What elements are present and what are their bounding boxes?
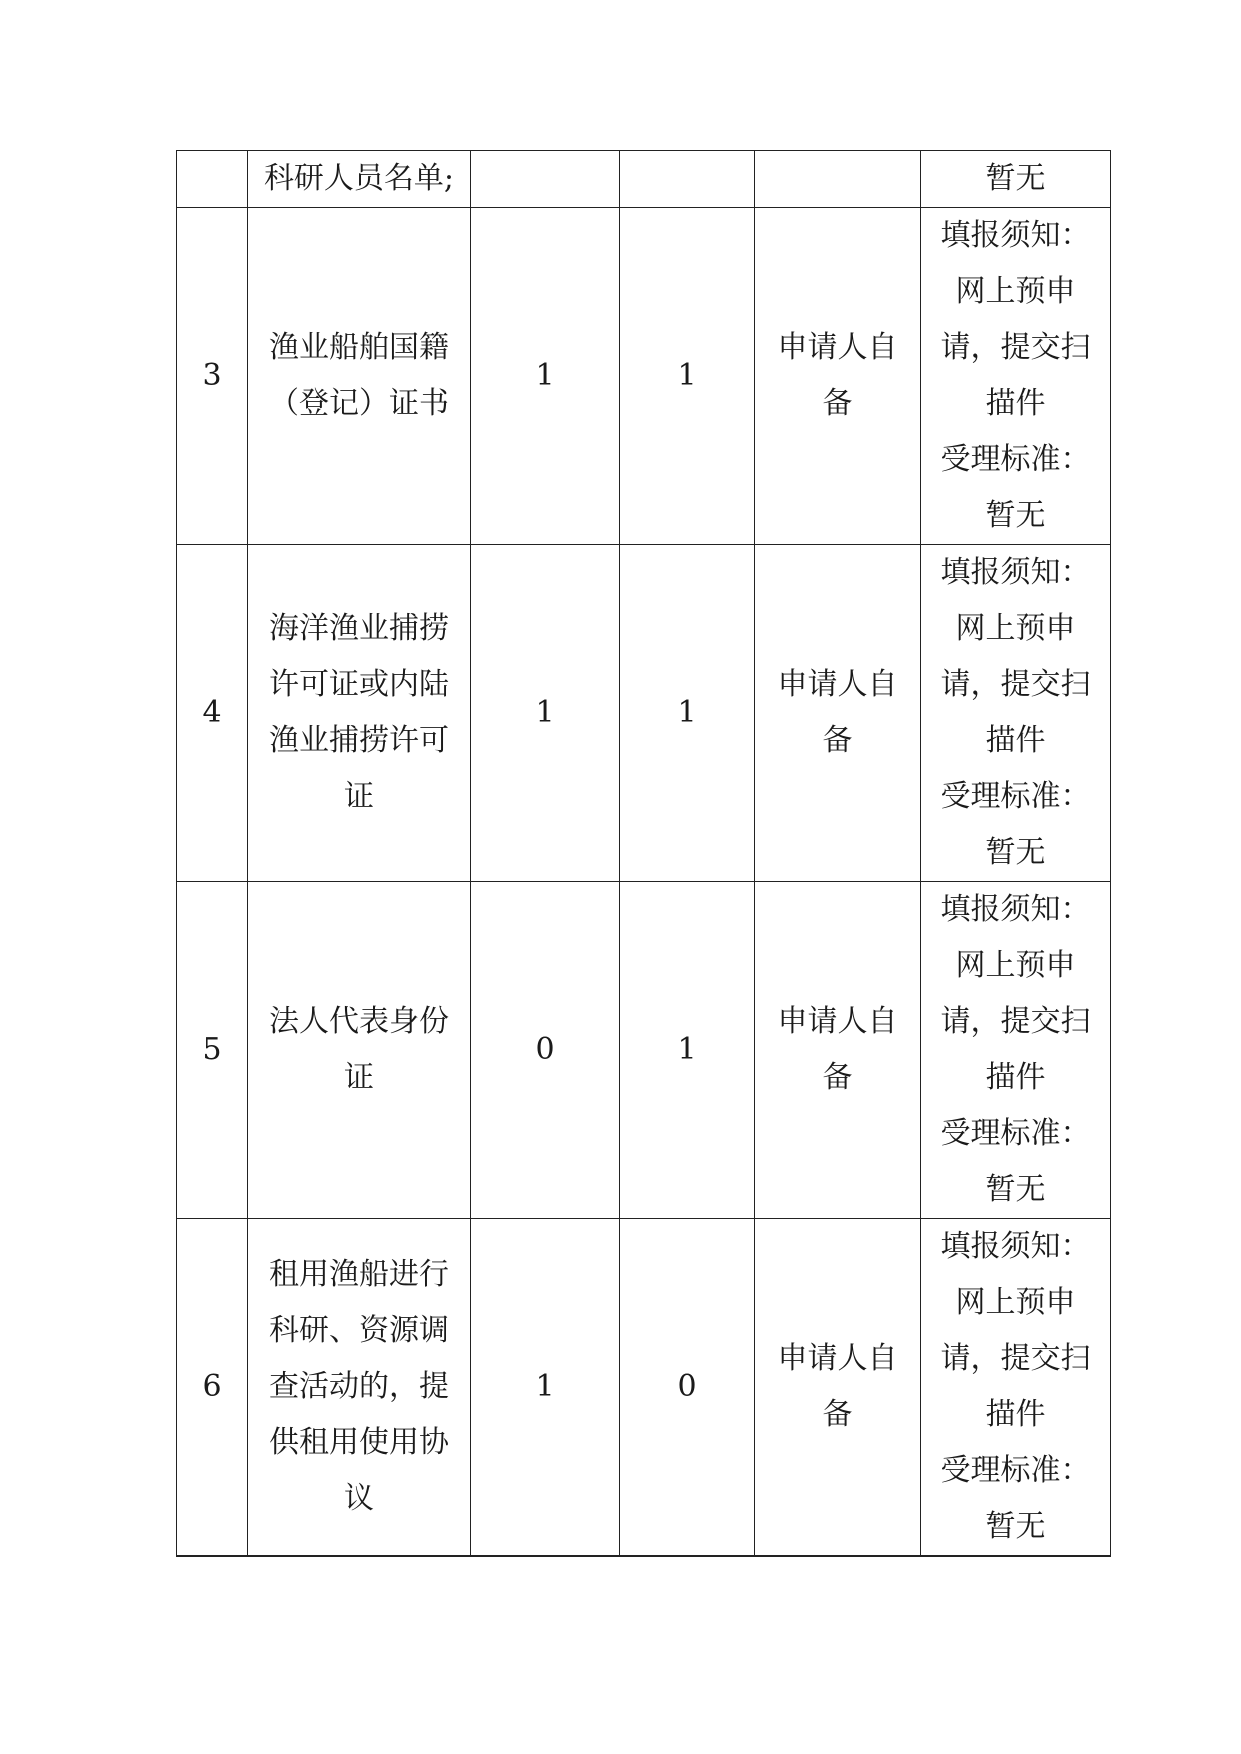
note-line: 请，提交扫 — [940, 330, 1091, 365]
source-cell: 申请人自 备 — [755, 208, 921, 545]
material-name-cell: 租用渔船进行 科研、资源调 查活动的，提 供租用使用协 议 — [248, 1219, 471, 1557]
note-cell — [921, 545, 1111, 882]
copy-count-cell: 1 — [620, 208, 755, 545]
index-cell: 5 — [177, 882, 248, 1219]
source-cell — [755, 151, 921, 208]
note-line: 填报须知： — [940, 555, 1091, 590]
copy-count-cell: 1 — [620, 545, 755, 882]
index-cell — [177, 151, 248, 208]
index-cell: 6 — [177, 1219, 248, 1557]
note-line: 网上预申 — [955, 1285, 1076, 1320]
material-name-cell: 海洋渔业捕捞 许可证或内陆 渔业捕捞许可 证 — [248, 545, 471, 882]
copy-count-cell — [620, 151, 755, 208]
material-name-cell: 渔业船舶国籍 （登记）证书 — [248, 208, 471, 545]
note-line: 描件 — [985, 723, 1046, 758]
note-line: 暂无 — [985, 1172, 1046, 1207]
table-row — [177, 1219, 1111, 1557]
note-line: 受理标准： — [940, 779, 1091, 814]
note-line: 暂无 — [985, 498, 1046, 533]
table-row — [177, 208, 1111, 545]
original-count-cell: 0 — [471, 882, 620, 1219]
note-line: 填报须知： — [940, 892, 1091, 927]
source-cell: 申请人自 备 — [755, 1219, 921, 1557]
original-count-cell: 1 — [471, 208, 620, 545]
table-row — [177, 545, 1111, 882]
note-line: 网上预申 — [955, 611, 1076, 646]
original-count-cell: 1 — [471, 545, 620, 882]
note-line: 网上预申 — [955, 274, 1076, 309]
note-line: 填报须知： — [940, 218, 1091, 253]
source-cell: 申请人自 备 — [755, 545, 921, 882]
copy-count-cell: 1 — [620, 882, 755, 1219]
note-line: 暂无 — [985, 835, 1046, 870]
table-row — [177, 151, 1111, 208]
note-cell — [921, 882, 1111, 1219]
note-line: 描件 — [985, 1397, 1046, 1432]
original-count-cell: 1 — [471, 1219, 620, 1557]
note-line: 请，提交扫 — [940, 667, 1091, 702]
note-line: 填报须知： — [940, 1229, 1091, 1264]
index-cell: 4 — [177, 545, 248, 882]
note-cell: 暂无 — [921, 151, 1111, 208]
note-line: 受理标准： — [940, 1453, 1091, 1488]
index-cell: 3 — [177, 208, 248, 545]
note-line: 暂无 — [985, 1509, 1046, 1544]
note-line: 请，提交扫 — [940, 1004, 1091, 1039]
note-line: 请，提交扫 — [940, 1341, 1091, 1376]
note-line: 受理标准： — [940, 1116, 1091, 1151]
source-cell: 申请人自 备 — [755, 882, 921, 1219]
copy-count-cell: 0 — [620, 1219, 755, 1557]
materials-table — [176, 150, 1111, 1557]
material-name-cell: 法人代表身份 证 — [248, 882, 471, 1219]
table-row — [177, 882, 1111, 1219]
note-line: 网上预申 — [955, 948, 1076, 983]
note-cell — [921, 208, 1111, 545]
note-cell — [921, 1219, 1111, 1557]
note-line: 描件 — [985, 1060, 1046, 1095]
original-count-cell — [471, 151, 620, 208]
material-name-cell: 科研人员名单; — [248, 151, 471, 208]
note-line: 描件 — [985, 386, 1046, 421]
note-line: 受理标准： — [940, 442, 1091, 477]
